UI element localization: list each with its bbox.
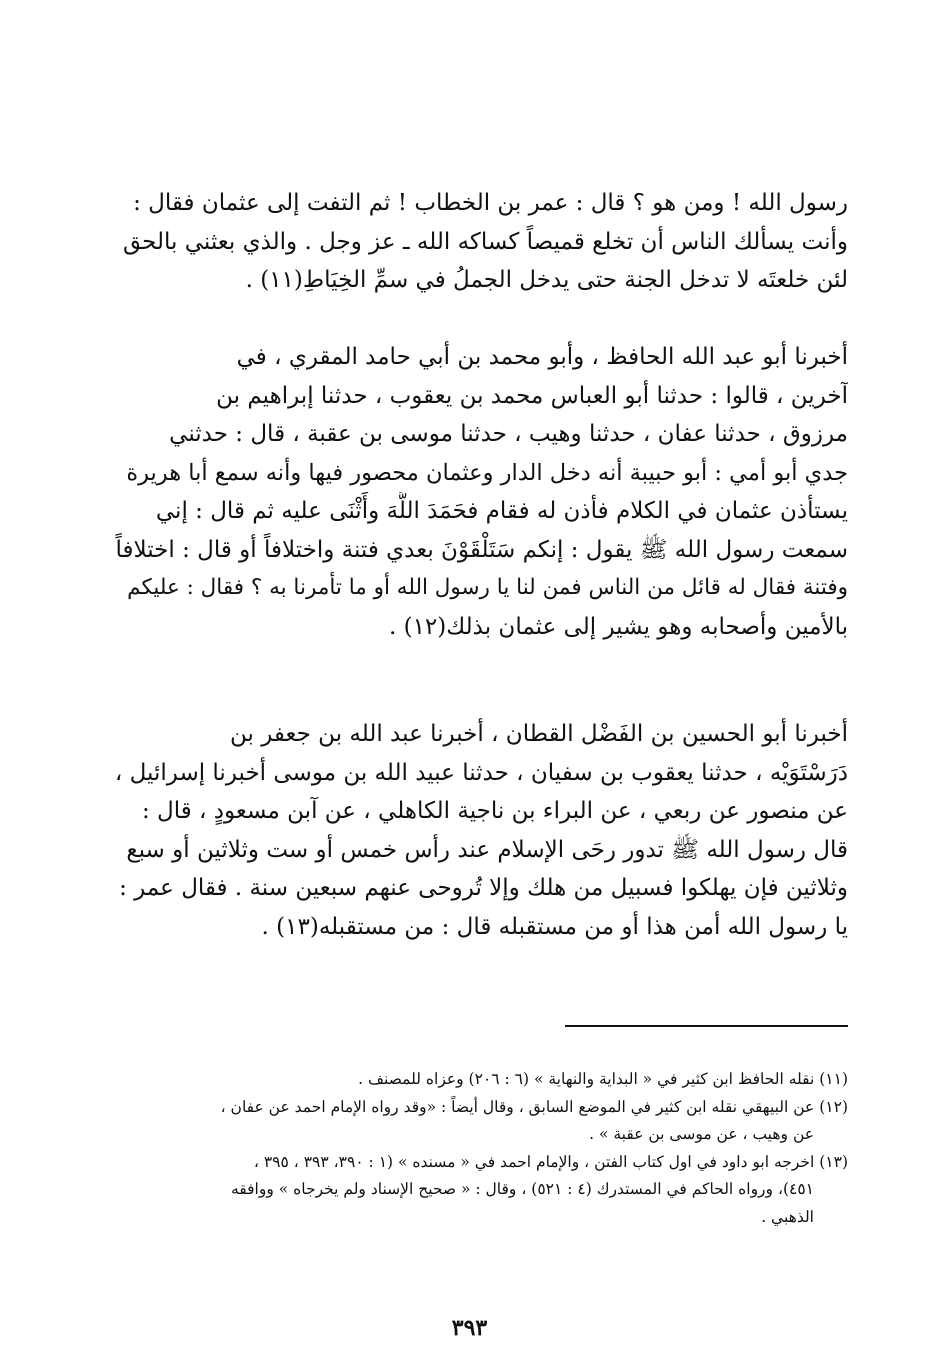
footnote-13-continuation: الذهبي . (761, 1207, 814, 1226)
paragraph-3 (112, 715, 848, 946)
text-line: يا رسول الله أمن هذا أو من مستقبله قال : من مستقبله(١٣) . (261, 913, 848, 940)
text-line: قال رسول الله ﷺ تدور رحَى الإسلام عند رأس خمس أو ست وثلاثين أو سبع (126, 836, 848, 863)
text-line: دَرَسْتَوَيْه ، حدثنا يعقوب بن سفيان ، حدثنا عبيد الله بن موسى أخبرنا إسرائيل ، (114, 759, 848, 786)
text-line: آخرين ، قالوا : حدثنا أبو العباس محمد بن يعقوب ، حدثنا إبراهيم بن (216, 382, 848, 409)
footnote-12: (١٢) عن البيهقي نقله ابن كثير في الموضع السابق ، وقال أيضاً : «وقد رواه الإمام احمد عن عفان ، (220, 1097, 848, 1116)
paragraph-2 (112, 338, 848, 646)
text-line: يستأذن عثمان في الكلام فأذن له فقام فحَمَدَ اللَّهَ وأَثْنَى عليه ثم قال : إني (155, 498, 848, 524)
text-line: وثلاثين فإن يهلكوا فسبيل من هلك وإلا تُروحى عنهم سبعين سنة . فقال عمر : (119, 875, 848, 901)
text-line: رسول الله ! ومن هو ؟ قال : عمر بن الخطاب ! ثم التفت إلى عثمان فقال : (133, 190, 848, 216)
footnote-13-continuation: ٤٥١)، ورواه الحاكم في المستدرك (٤ : ٥٢١) ، وقال : « صحيح الإسناد ولم يخرجاه » ووافقه (230, 1180, 814, 1198)
footnotes (112, 1066, 848, 1231)
text-line: سمعت رسول الله ﷺ يقول : إنكم سَتَلْقَوْنَ بعدي فتنة واختلافاً أو قال : اختلافاً (115, 536, 848, 563)
footnote-13: (١٣) اخرجه ابو داود في اول كتاب الفتن ، والإمام احمد في « مسنده » (١ : ٣٩٠، ٣٩٣ ، ٣٩٥ ، (253, 1152, 848, 1171)
page-number: ٣٩٣ (451, 1315, 488, 1341)
text-line: مرزوق ، حدثنا عفان ، حدثنا وهيب ، حدثنا موسى بن عقبة ، قال : حدثني (169, 421, 848, 447)
text-line: بالأمين وأصحابه وهو يشير إلى عثمان بذلك(١٢) . (388, 613, 848, 640)
text-line: وأنت يسألك الناس أن تخلع قميصاً كساكه الله ـ عز وجل . والذي بعثني بالحق (122, 228, 848, 255)
text-line: أخبرنا أبو عبد الله الحافظ ، وأبو محمد بن أبي حامد المقري ، في (236, 344, 848, 370)
paragraph-1 (112, 184, 848, 300)
text-line: جدي أبو أمي : أبو حبيبة أنه دخل الدار وعثمان محصور فيها وأنه سمع أبا هريرة (126, 459, 848, 486)
footnote-12-continuation: عن وهيب ، عن موسى بن عقبة » . (589, 1125, 814, 1143)
footnote-11: (١١) نقله الحافظ ابن كثير في « البداية والنهاية » (٦ : ٢٠٦) وعزاه للمصنف . (358, 1070, 848, 1088)
footnote-divider (565, 1025, 848, 1027)
text-line: وفتنة فقال له قائل من الناس فمن لنا يا رسول الله أو ما تأمرنا به ؟ فقال : عليكم (127, 575, 848, 600)
text-line: عن منصور عن ربعي ، عن البراء بن ناجية الكاهلي ، عن آبن مسعودٍ ، قال : (141, 798, 848, 824)
text-line: لئن خلعتَه لا تدخل الجنة حتى يدخل الجملُ في سمِّ الخِيَاطِ(١١) . (245, 267, 848, 293)
text-line: أخبرنا أبو الحسين بن الفَضْل القطان ، أخبرنا عبد الله بن جعفر بن (230, 721, 848, 747)
